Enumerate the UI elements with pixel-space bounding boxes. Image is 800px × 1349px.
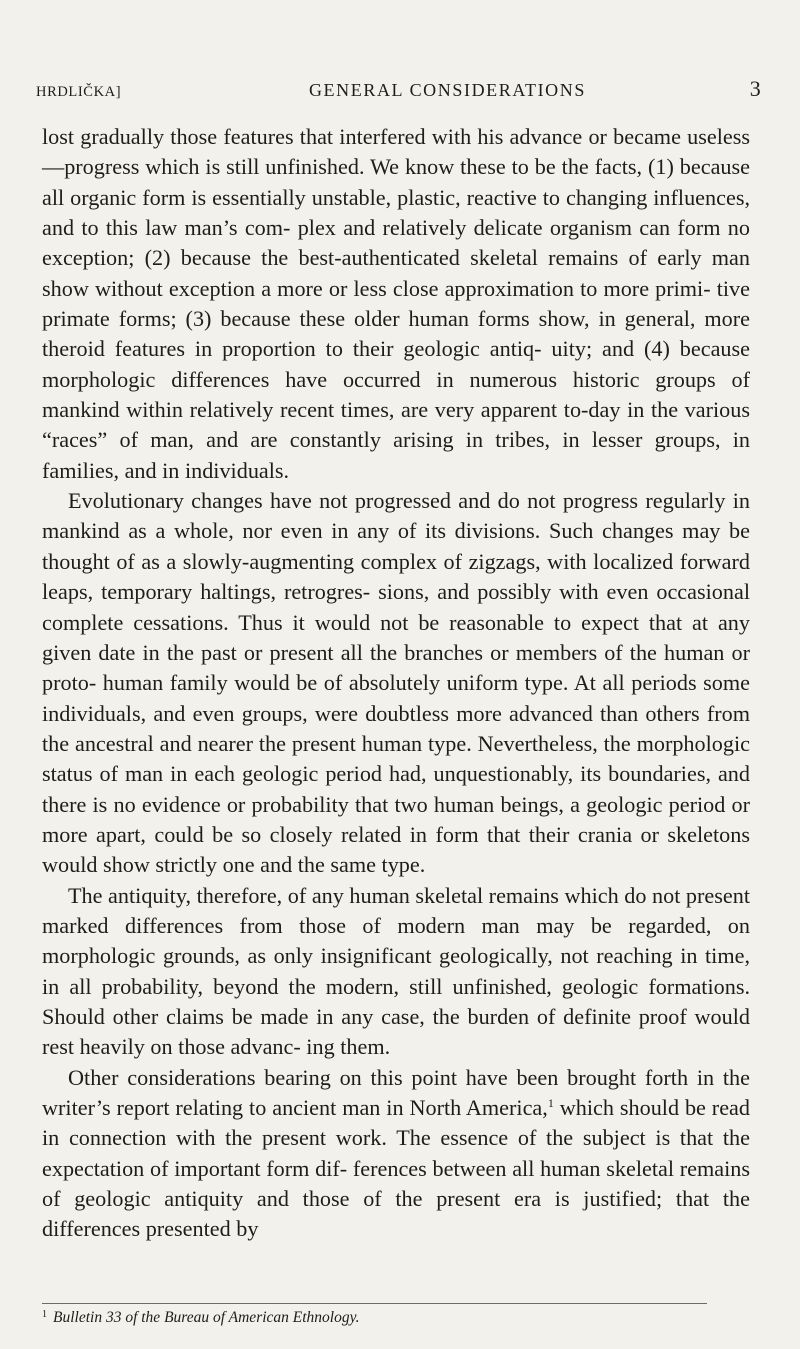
footnote (42, 1305, 742, 1328)
paragraph-2: Evolutionary changes have not progressed and do not progress regularly in mankind as a whole, nor even in any of its divisions. Such changes may be thought of as a slowly-augmenting complex of zigzags, with localized forward leaps, temporary haltings, retrogres- sions, and possibly with even occasional complete cessations. Thus it would not be reasonable to expect that at any given date in the past or present all the branches or members of the human or proto- human family would be of absolutely uniform type. At all periods some individuals, and even groups, were doubtless more advanced than others from the ancestral and nearer the present human type. Nevertheless, the morphologic status of man in each geologic period had, unquestionably, its boundaries, and there is no evidence or probability that two human beings, a geologic period or more apart, could be so closely related in form that their crania or skeletons would show strictly one and the same type. (42, 488, 750, 878)
footnote-divider (42, 1303, 707, 1304)
running-head-title: GENERAL CONSIDERATIONS (308, 80, 586, 100)
running-head-author: HRDLIČKA] (36, 84, 122, 100)
footnote-marker: 1 (42, 1309, 47, 1320)
page-number: 3 (749, 76, 762, 101)
footnote-reference: 1 (547, 1096, 554, 1110)
paragraph-4 (42, 1063, 750, 1245)
footnote-text: Bulletin 33 of the Bureau of American Ethnology. (53, 1309, 360, 1326)
paragraph-4-text-b: which should be read in connection with the present work. The essence of the subject is that the expectation of important form dif- ferences between all human skeletal remains of geologic antiquity and those of the present era is justified; that the differences presented by (42, 1095, 750, 1242)
paragraph-3: The antiquity, therefore, of any human skeletal remains which do not present marked differences from those of modern man may be regarded, on morphologic grounds, as only insignificant geologically, not reaching in time, in all probability, beyond the modern, still unfinished, geologic formations. Should other claims be made in any case, the burden of definite proof would rest heavily on those advanc- ing them. (42, 882, 750, 1060)
body-text (42, 122, 750, 1245)
paragraph-4-text-a: Other considerations bearing on this point have been brought forth in the writer’s report relating to ancient man in North America, (42, 1064, 750, 1120)
paragraph-1: lost gradually those features that interfered with his advance or became useless—progress which is still unfinished. We know these to be the facts, (1) because all organic form is essentially unstable, plastic, reactive to changing influences, and to this law man’s com- plex and relatively delicate organism can form no exception; (2) because the best-authenticated skeletal remains of early man show without exception a more or less close approximation to more primi- tive primate forms; (3) because these older human forms show, in general, more theroid features in proportion to their geologic antiq- uity; and (4) because morphologic differences have occurred in numerous historic groups of mankind within relatively recent times, are very apparent to-day in the various “races” of man, and are constantly arising in tribes, in lesser groups, in families, and in individuals. (42, 124, 750, 483)
running-head (36, 76, 762, 102)
